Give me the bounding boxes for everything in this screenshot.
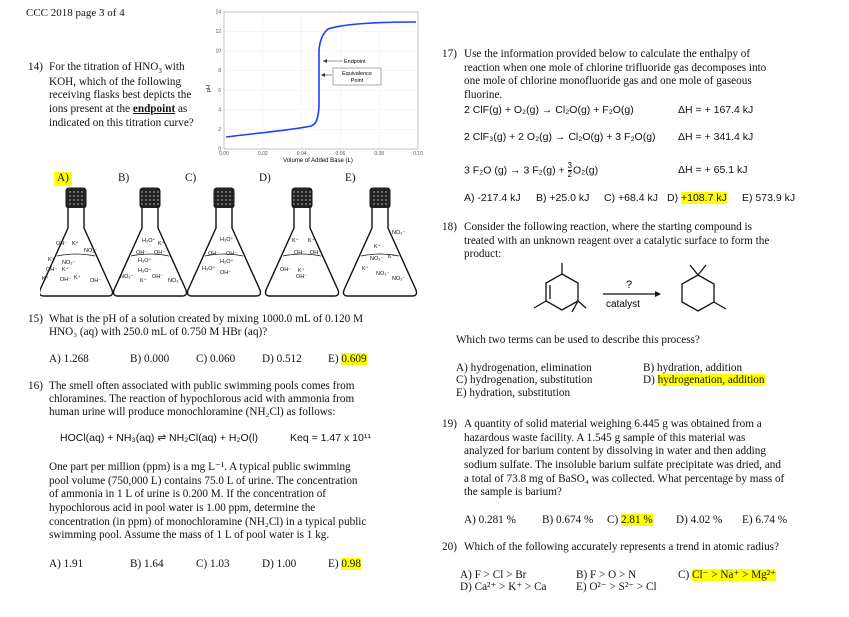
chart-xlabel: Volume of Added Base (L)	[283, 158, 353, 164]
ion-label: NO₃⁻	[392, 276, 406, 282]
q14-text-before: For the titration of HNO	[49, 61, 159, 73]
y-tick-label: 10	[215, 48, 221, 55]
y-tick-label: 14	[215, 9, 221, 16]
equivalence-label-1: Equivalence	[342, 71, 372, 77]
ion-label: K⁺	[72, 241, 79, 247]
q18-line: Consider the following reaction, where the starting compound is	[464, 221, 753, 233]
ion-label: OH⁻	[60, 277, 72, 283]
y-tick-label: 12	[215, 29, 221, 36]
q18-choice-b: B) hydration, addition	[643, 362, 743, 374]
q19-line: a total of 73.8 mg of BaSO₄ was collected. What percentage by mass of	[464, 472, 785, 485]
titration-chart	[198, 2, 428, 172]
catalyst-label: catalyst	[606, 299, 640, 310]
q16-choice-a: A) 1.91	[49, 558, 84, 570]
ion-label: K⁺	[140, 278, 147, 284]
x-tick-label: 0.02	[257, 151, 268, 157]
q17-choice-c: C) +68.4 kJ	[604, 192, 658, 204]
ion-label: OH⁻	[280, 267, 292, 273]
q18-choice-d	[643, 374, 765, 388]
q20-choice-a: A) F > Cl > Br	[460, 569, 527, 581]
reagent-label: ?	[626, 279, 633, 291]
q16-para-line: One part per million (ppm) is a mg L⁻¹. A typical public swimming	[49, 461, 351, 473]
x-tick-label: 0.10	[413, 151, 423, 157]
q14-choice-c: C)	[185, 172, 197, 184]
q17-choice-b: B) +25.0 kJ	[536, 192, 590, 204]
flask-d	[266, 188, 339, 296]
q17-rxn2: 2 ClF₃(g) + 2 O₂(g) → Cl₂O(g) + 3 F₂O(g)	[464, 131, 656, 143]
ion-label: OH⁻	[152, 274, 164, 280]
ion-label: OH⁻	[56, 241, 68, 247]
q16-line3: human urine will produce monochloramine (NH₂Cl) as follows:	[49, 406, 336, 418]
ion-label: K⁺	[292, 238, 299, 244]
q18-answer: hydrogenation, addition	[657, 374, 765, 386]
q17-frac-num: 3	[567, 161, 572, 170]
q14-text-after: as indicated on this titration curve?	[49, 103, 194, 129]
q16-para-line: concentration (in ppm) of monochloramine (NH₂Cl) in a typical public	[49, 515, 367, 528]
q19-choice-d: D) 4.02 %	[676, 514, 723, 526]
ion-label: K⁺	[308, 238, 315, 244]
x-tick-label: 0.04	[296, 151, 307, 157]
q14-text-mid: with KOH, which of the following receiving flasks best depicts the ions present at the	[49, 61, 192, 116]
y-tick-label: 2	[218, 126, 221, 133]
q16-para-line: of ammonia in 1 L of urine is 0.200 M. If the concentration of	[49, 488, 327, 501]
q14-number: 14)	[28, 61, 43, 73]
q19-line: sodium sulfate. The insoluble barium sulfate precipitate was dried, and	[464, 458, 781, 471]
q19-choice-e: E) 6.74 %	[742, 514, 788, 526]
flask-c	[188, 188, 261, 296]
ion-label: NO₃⁻	[370, 256, 384, 262]
q18-choice-c: C) hydrogenation, substitution	[456, 374, 593, 386]
q15-choice-c: C) 0.060	[196, 353, 236, 365]
q19-choice-b: B) 0.674 %	[542, 514, 594, 526]
ion-label: K⁺	[388, 254, 395, 260]
q17-choice-a: A) -217.4 kJ	[464, 192, 521, 204]
ion-label: H₃O⁺	[138, 258, 152, 264]
q19-choice-a: A) 0.281 %	[464, 514, 516, 526]
reaction-scheme	[520, 262, 780, 332]
q16-para-line: hypochlorous acid in pool water is 1.00 ppm, determine the	[49, 501, 316, 514]
q17-number: 17)	[442, 48, 457, 60]
q17-choice-d-prefix: D)	[667, 192, 681, 204]
ion-label: OH⁻	[310, 250, 322, 256]
ion-label: OH⁻	[154, 250, 166, 256]
x-tick-label: 0.00	[219, 151, 229, 157]
ion-label: K⁺	[62, 267, 69, 273]
q14-sub: 3	[158, 67, 162, 76]
y-tick-label: 4	[218, 107, 221, 114]
ion-label: OH⁻	[220, 270, 232, 276]
q20-choice-d: D) Ca²⁺ > K⁺ > Ca	[460, 581, 547, 593]
q20-answer: Cl⁻ > Na⁺ > Mg²⁺	[691, 569, 777, 581]
ion-label: K⁺	[362, 266, 369, 272]
q19-choice-c-prefix: C)	[607, 514, 621, 526]
q19-text	[464, 418, 784, 500]
q17-rxn1: 2 ClF(g) + O₂(g) → Cl₂O(g) + F₂O(g)	[464, 104, 634, 116]
ion-label: NO₃⁻	[62, 260, 76, 266]
q17-line: fluorine.	[464, 88, 503, 101]
ion-label: NO₃⁻	[392, 230, 406, 236]
q15-line1: What is the pH of a solution created by mixing 1000.0 mL of 0.120 M	[49, 313, 364, 325]
equivalence-label-2: Point	[350, 78, 364, 84]
ion-label: K⁺	[158, 241, 165, 247]
ion-label: OH⁻	[226, 251, 238, 257]
q17-dh1: ΔH = + 167.4 kJ	[678, 104, 754, 116]
flask-row	[40, 186, 420, 306]
ion-label: OH⁻	[296, 274, 308, 280]
ion-label: H₃O⁺	[220, 237, 234, 243]
ion-label: K⁺	[298, 268, 305, 274]
q14-choice-a: A)	[54, 172, 72, 186]
q17-frac-den: 2	[567, 170, 572, 179]
q17-line: Use the information provided below to calculate the enthalpy of	[464, 48, 751, 60]
ion-label: NO₃⁻	[168, 278, 182, 284]
q19-answer: 2.81 %	[620, 514, 653, 526]
ion-label: OH⁻	[90, 278, 102, 284]
y-tick-label: 0	[218, 146, 221, 153]
flask-stopper	[66, 188, 86, 208]
q15-number: 15)	[28, 313, 43, 325]
q17-dh3: ΔH = + 65.1 kJ	[678, 164, 748, 176]
ion-label: K⁺	[374, 244, 381, 250]
x-tick-label: 0.06	[335, 151, 346, 157]
q14-text	[49, 61, 199, 130]
q15-choice-d: D) 0.512	[262, 353, 302, 365]
q17-rxn3-main: 3 F₂O (g) → 3 F₂(g) +	[464, 164, 568, 177]
q17-fraction	[568, 162, 572, 179]
flask-b	[114, 188, 187, 296]
q16-choice-b: B) 1.64	[130, 558, 164, 570]
ion-label: NO₃⁻	[120, 274, 134, 280]
flask-body	[40, 208, 113, 296]
q19-choice-c	[607, 514, 653, 528]
q15-choice-e-prefix: E)	[328, 353, 342, 365]
page-header: CCC 2018 page 3 of 4	[26, 7, 125, 19]
ion-label: H₃O⁺	[202, 266, 216, 272]
q19-line: hazardous waste facility. A 1.545 g sample of this material was	[464, 431, 746, 444]
q17-rxn3	[464, 162, 598, 179]
ion-label: NO₃⁻	[84, 248, 98, 254]
q18-number: 18)	[442, 221, 457, 233]
q16-choice-e-prefix: E)	[328, 558, 342, 570]
reactant-structure	[534, 263, 586, 312]
ion-label: K⁺	[48, 257, 55, 263]
q15-choice-b: B) 0.000	[130, 353, 170, 365]
q14-choice-e: E)	[345, 172, 356, 184]
flask-stopper	[292, 188, 312, 208]
flask-body	[188, 208, 261, 296]
ion-label: OH⁻	[136, 250, 148, 256]
q20-number: 20)	[442, 541, 457, 553]
q16-keq: Keq = 1.47 x 10¹¹	[290, 432, 371, 444]
q16-para-line: swimming pool. Assume the mass of 1 L of pool water is 1 kg.	[49, 529, 330, 542]
q17-line: one mole of chlorine monofluoride gas and one mole of gaseous	[464, 75, 752, 88]
q14-choice-b: B)	[118, 172, 130, 184]
q18-text	[464, 221, 769, 262]
q17-rxn3-tail: O₂(g)	[573, 164, 599, 177]
q16-choice-c: C) 1.03	[196, 558, 230, 570]
y-tick-label: 6	[218, 87, 221, 94]
q19-line: A quantity of solid material weighing 6.445 g was obtained from a	[464, 418, 762, 430]
q17-answer: +108.7 kJ	[681, 192, 727, 204]
q16-line2: chloramines. The reaction of hypochlorous acid with ammonia from	[49, 393, 355, 405]
q19-line: analyzed for barium content by dissolving in water and then adding	[464, 445, 766, 458]
ion-label: NO₃⁻	[376, 271, 390, 277]
q15-choice-a: A) 1.268	[49, 353, 89, 365]
endpoint-label: Endpoint	[344, 59, 366, 65]
ion-label: OH⁻	[294, 250, 306, 256]
flask-stopper	[214, 188, 234, 208]
q16-answer: 0.98	[341, 558, 361, 570]
y-tick-label: 8	[218, 68, 221, 75]
x-tick-label: 0.08	[374, 151, 385, 157]
q20-choice-c-prefix: C)	[678, 569, 692, 581]
q20-choice-e: E) O²⁻ > S²⁻ > Cl	[576, 581, 657, 593]
q15-answer: 0.609	[341, 353, 367, 365]
q18-question: Which two terms can be used to describe this process?	[456, 334, 700, 346]
q20-choice-b: B) F > O > N	[576, 569, 637, 581]
ion-label: K⁺	[74, 275, 81, 281]
q18-choice-e: E) hydration, substitution	[456, 387, 571, 399]
q18-line: treated with an unknown reagent over a catalytic surface to form the	[464, 234, 770, 247]
ion-label: H₃O⁺	[138, 268, 152, 274]
q16-para-line: pool volume (750,000 L) contains 75.0 L of urine. The concentration	[49, 474, 358, 487]
q14-choice-d: D)	[259, 172, 271, 184]
q16-line1: The smell often associated with public swimming pools comes from	[49, 380, 355, 392]
q19-number: 19)	[442, 418, 457, 430]
q16-choice-d: D) 1.00	[262, 558, 297, 570]
chart-ylabel: pH	[206, 84, 212, 92]
q15-choice-e	[328, 353, 367, 367]
q16-equation: HOCl(aq) + NH₃(aq) ⇌ NH₂Cl(aq) + H₂O(l)	[60, 432, 258, 444]
flask-stopper	[140, 188, 160, 208]
ion-label: K⁺	[42, 276, 49, 282]
ion-label: OH⁻	[208, 251, 220, 257]
ion-label: H₃O⁺	[142, 238, 156, 244]
q17-dh2: ΔH = + 341.4 kJ	[678, 131, 754, 143]
q18-choice-d-prefix: D)	[643, 374, 658, 386]
flask-stopper	[370, 188, 390, 208]
q17-choice-e: E) 573.9 kJ	[742, 192, 796, 204]
q17-choice-d	[667, 192, 727, 205]
q15-line2: HNO₃ (aq) with 250.0 mL of 0.750 M HBr (aq)?	[49, 326, 268, 338]
product-structure	[682, 265, 726, 311]
q19-line: the sample is barium?	[464, 486, 562, 499]
q17-line: reaction when one mole of chlorine trifluoride gas decomposes into	[464, 61, 767, 74]
flask-body	[344, 208, 417, 296]
flask-a	[40, 188, 113, 296]
q16-choice-e	[328, 558, 361, 572]
q17-text	[464, 48, 766, 103]
q16-paragraph	[49, 461, 366, 543]
ion-label: OH⁻	[46, 267, 58, 273]
q20-text: Which of the following accurately represents a trend in atomic radius?	[464, 541, 779, 553]
flask-e	[344, 188, 417, 296]
q14-emph: endpoint	[132, 103, 176, 116]
q16-number: 16)	[28, 380, 43, 392]
q18-choice-a: A) hydrogenation, elimination	[456, 362, 592, 374]
q20-choice-c	[678, 569, 776, 583]
ion-label: H₃O⁺	[220, 259, 234, 265]
q18-line: product:	[464, 248, 502, 261]
